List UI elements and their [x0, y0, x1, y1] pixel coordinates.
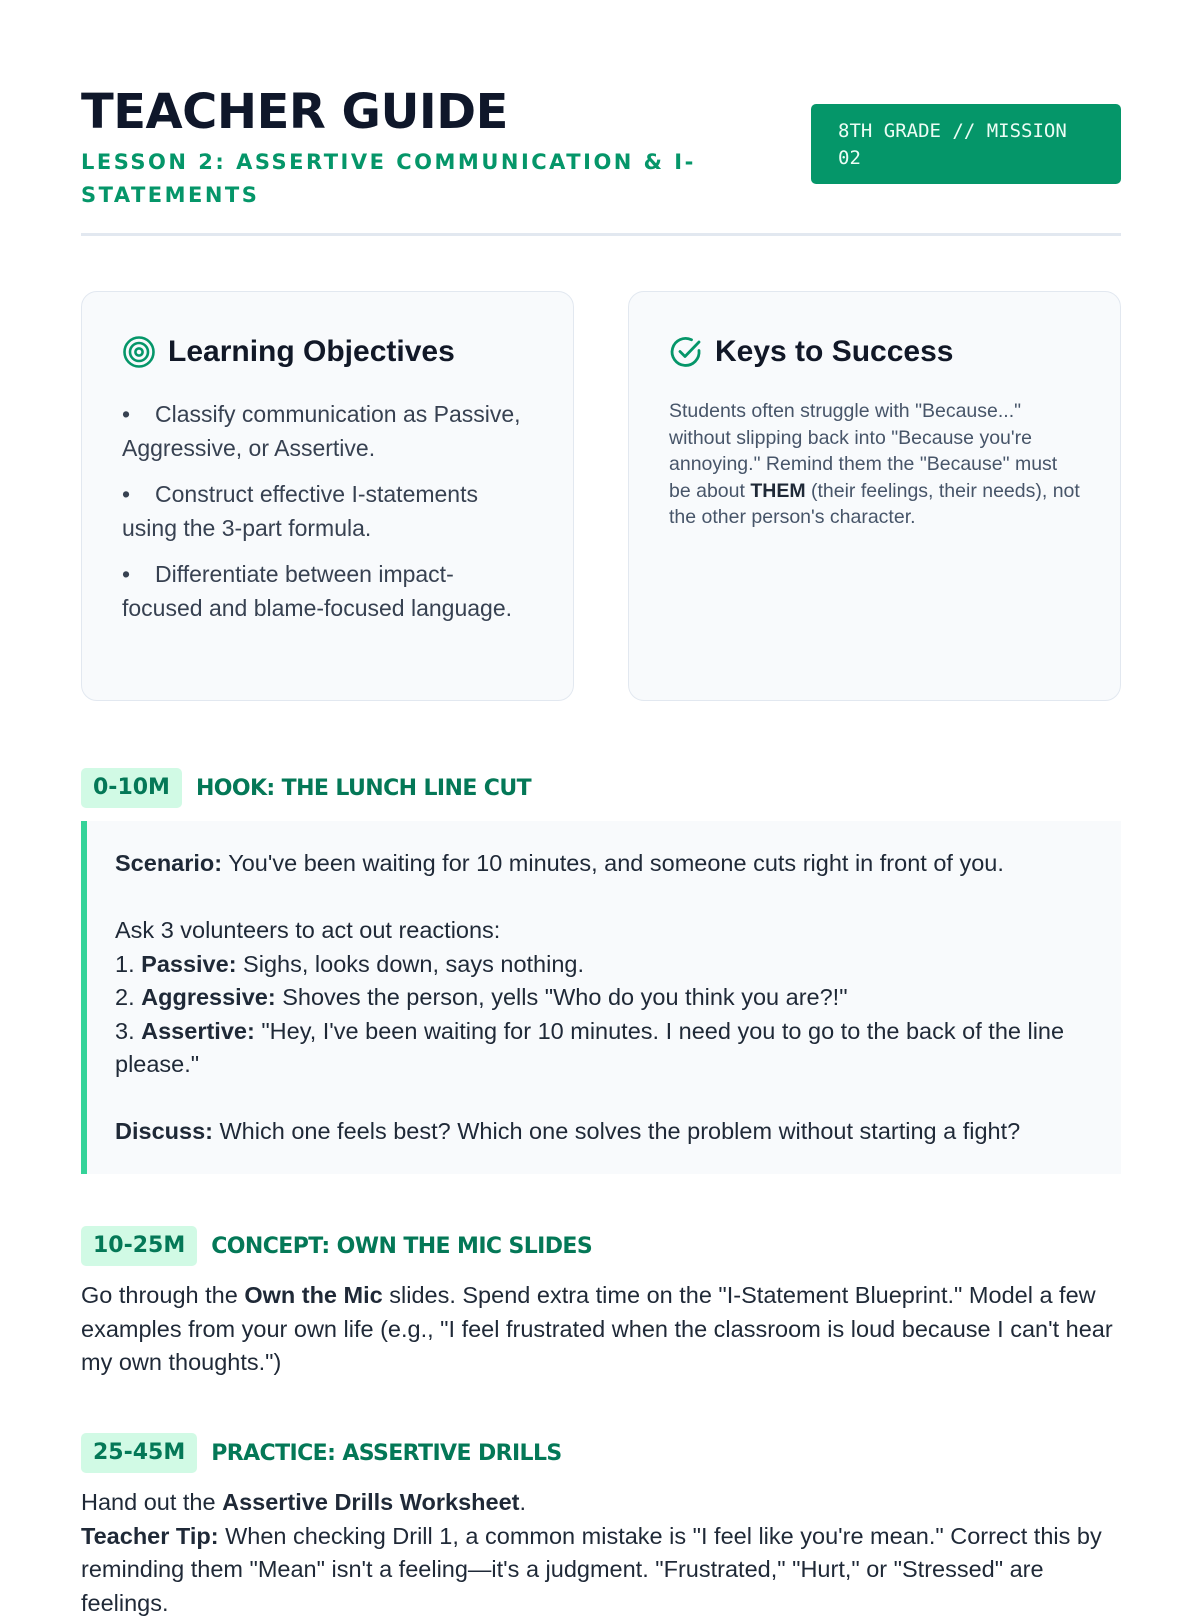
ask-line: Ask 3 volunteers to act out reactions: — [115, 914, 1093, 948]
objective-text: Construct effective I-statements using the 3-part formula. — [122, 481, 478, 541]
reaction-item: 3. Assertive: "Hey, I've been waiting for 10 minutes. I need you to go to the back of the line please." — [115, 1015, 1093, 1082]
lesson-subtitle: LESSON 2: ASSERTIVE COMMUNICATION & I-STATEMENTS — [81, 146, 701, 212]
page-title: TEACHER GUIDE — [81, 86, 1121, 138]
list-item — [122, 478, 533, 545]
scenario-line: Scenario: You've been waiting for 10 minutes, and someone cuts right in front of you. — [115, 847, 1093, 881]
objective-text: Differentiate between impact-focused and blame-focused language. — [122, 561, 512, 621]
concept-text: Go through the Own the Mic slides. Spend extra time on the "I-Statement Blueprint." Model a few examples from your own life (e.g., "I feel frustrated when the classroom is loud because I can't hear my own thoughts.") — [81, 1279, 1126, 1380]
time-badge: 25-45M — [81, 1433, 197, 1473]
keys-to-success-header — [669, 332, 1080, 372]
teacher-tip: Teacher Tip: When checking Drill 1, a common mistake is "I feel like you're mean." Correct this by reminding them "Mean" isn't a feeling—it's a judgment. "Frustrated," "Hurt," or "Stressed" are feelings. — [81, 1520, 1126, 1620]
learning-objectives-card — [81, 291, 574, 701]
worksheet-name: Assertive Drills Worksheet — [222, 1489, 519, 1515]
emphasis-text: THEM — [750, 480, 805, 502]
section-title: CONCEPT: OWN THE MIC SLIDES — [211, 1234, 592, 1259]
concept-section-header — [81, 1226, 592, 1266]
learning-objectives-title: Learning Objectives — [168, 335, 455, 369]
section-title: PRACTICE: ASSERTIVE DRILLS — [211, 1441, 561, 1466]
hook-scenario-box — [81, 821, 1121, 1174]
keys-to-success-card — [628, 291, 1121, 701]
list-item — [122, 398, 533, 465]
discuss-line: Discuss: Which one feels best? Which one solves the problem without starting a fight? — [115, 1115, 1093, 1149]
grade-mission-badge: 8TH GRADE // MISSION 02 — [811, 104, 1121, 184]
practice-section-header — [81, 1433, 562, 1473]
bullet-icon: • — [122, 398, 155, 432]
handout-line: Hand out the Assertive Drills Worksheet. — [81, 1486, 1126, 1520]
time-badge: 10-25M — [81, 1226, 197, 1266]
hook-section-header — [81, 768, 531, 808]
reaction-item: 1. Passive: Sighs, looks down, says nothing. — [115, 948, 1093, 982]
bullet-icon: • — [122, 558, 155, 592]
keys-to-success-text: Students often struggle with "Because..." without slipping back into "Because you're annoying." Remind them the "Because" must be about THEM (their feelings, their needs), not the other person's character. — [669, 398, 1080, 531]
target-icon — [122, 335, 156, 369]
practice-text — [81, 1486, 1126, 1620]
check-circle-icon — [669, 335, 703, 369]
list-item — [122, 558, 533, 625]
bullet-icon: • — [122, 478, 155, 512]
time-badge: 0-10M — [81, 768, 182, 808]
page-header — [81, 86, 1121, 236]
learning-objectives-header — [122, 332, 533, 372]
objective-text: Classify communication as Passive, Aggressive, or Assertive. — [122, 401, 521, 461]
keys-to-success-title: Keys to Success — [715, 335, 953, 369]
objectives-list — [122, 398, 533, 625]
section-title: HOOK: THE LUNCH LINE CUT — [196, 776, 531, 801]
reaction-item: 2. Aggressive: Shoves the person, yells "Who do you think you are?!" — [115, 981, 1093, 1015]
